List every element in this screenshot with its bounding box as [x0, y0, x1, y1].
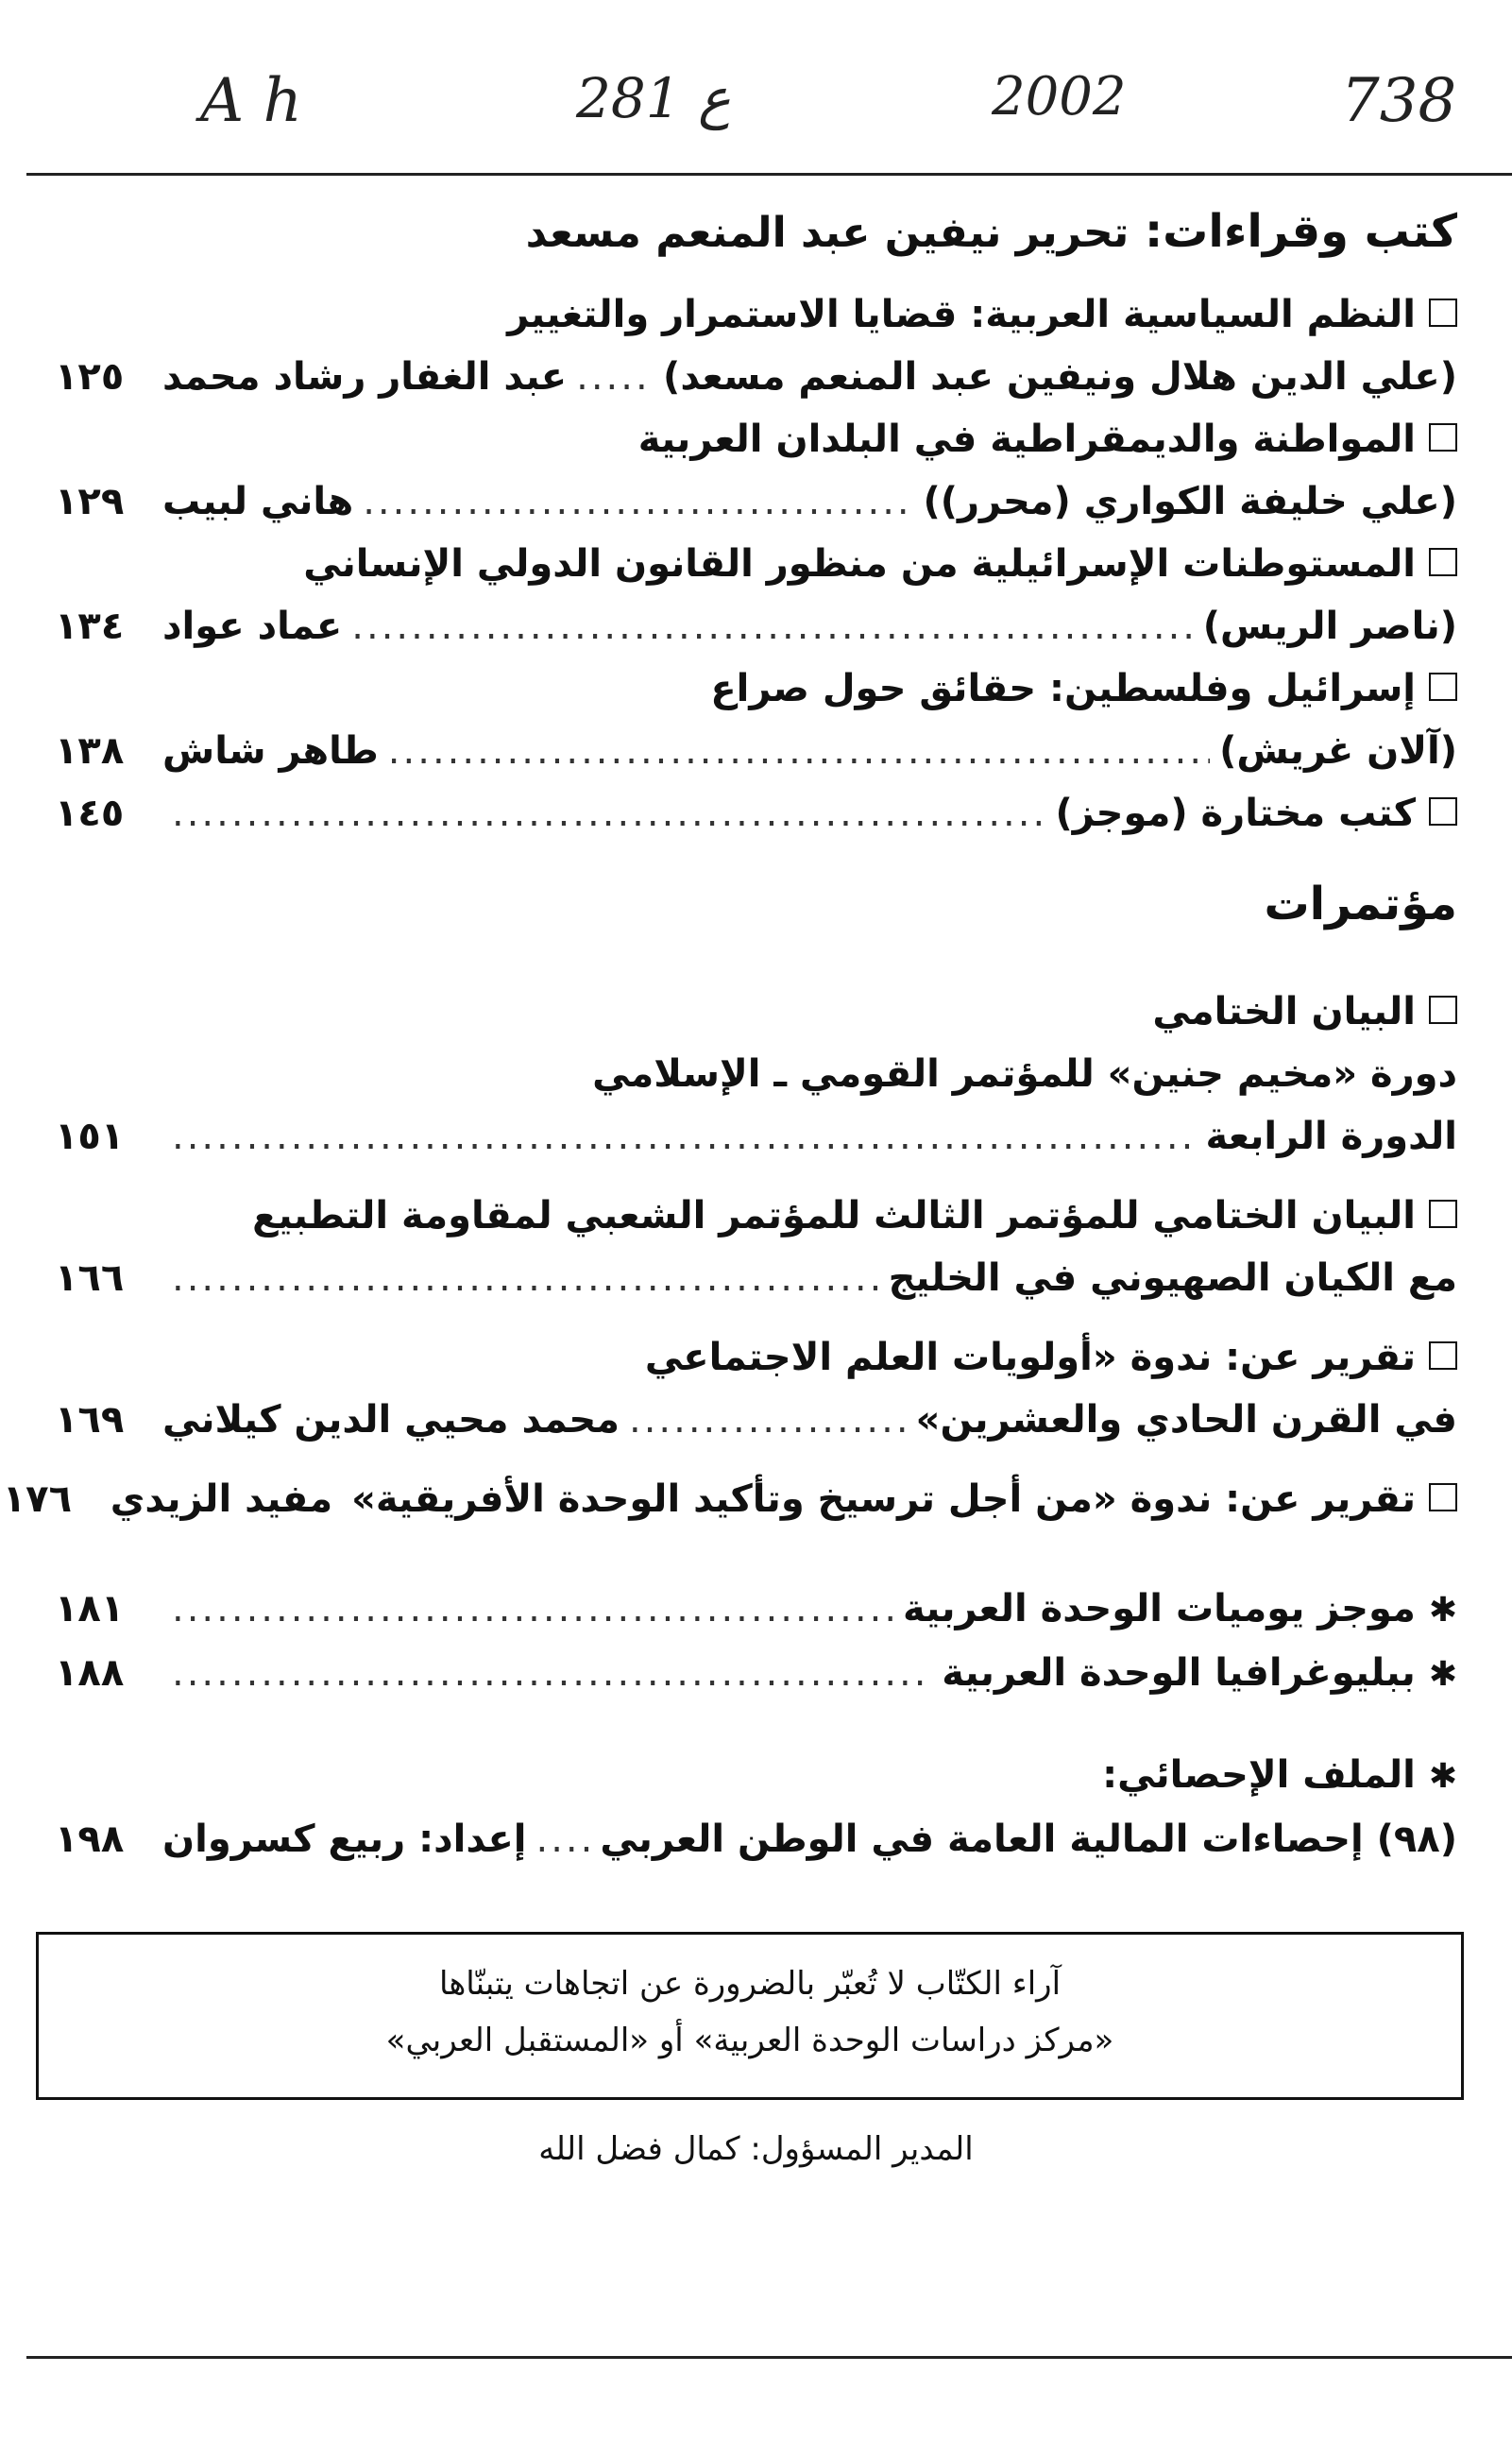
leader-dots: [172, 1105, 1197, 1168]
checkbox-icon: [1429, 423, 1457, 452]
book-3-title: المستوطنات الإسرائيلية من منظور القانون الدولي الإنساني: [303, 542, 1416, 586]
handwritten-mark-number: 738: [1341, 66, 1457, 136]
book-3-reviewer: عماد عواد: [162, 605, 343, 648]
checkbox-icon: [1429, 996, 1457, 1024]
leader-dots: [172, 1642, 932, 1704]
bibliography-page: ١٨٨: [55, 1651, 125, 1695]
conf-3-author: محمد محيي الدين كيلاني: [162, 1398, 620, 1442]
leader-dots: [363, 470, 913, 533]
asterisk-icon: ✱: [1428, 1655, 1457, 1694]
conf-1-line3: الدورة الرابعة: [1205, 1115, 1457, 1158]
conf-4-title: تقرير عن: ندوة «من أجل ترسيخ وتأكيد الوحدة الأفريقية»: [351, 1477, 1416, 1521]
book-2-reviewer: هاني لبيب: [162, 480, 354, 523]
book-1-source: (علي الدين هلال ونيفين عبد المنعم مسعد): [663, 355, 1457, 399]
leader-dots: [172, 782, 1046, 845]
book-3-page: ١٣٤: [55, 605, 125, 648]
checkbox-icon: [1429, 1200, 1457, 1228]
statistics-entry[interactable]: [55, 1744, 1457, 1870]
book-4-title: إسرائيل وفلسطين: حقائق حول صراع: [710, 667, 1416, 710]
conf-1-line2: دورة «مخيم جنين» للمؤتمر القومي ـ الإسلامي: [592, 1052, 1457, 1096]
books-title: كتب وقراءات:: [1144, 205, 1457, 258]
conference-entry-2[interactable]: [55, 1185, 1457, 1309]
diary-entry[interactable]: [55, 1578, 1457, 1642]
conference-entry-4[interactable]: [2, 1468, 1457, 1530]
book-1-page: ١٢٥: [55, 355, 125, 399]
leader-dots: [351, 595, 1193, 657]
book-entry-brief[interactable]: [55, 782, 1457, 845]
book-2-source: (علي خليفة الكواري (محرر)): [923, 480, 1457, 523]
leader-dots: [172, 1578, 893, 1640]
checkbox-icon: [1429, 797, 1457, 826]
books-editor: تحرير نيفين عبد المنعم مسعد: [525, 209, 1130, 257]
disclaimer-line-1: آراء الكتّاب لا تُعبّر بالضرورة عن اتجاهات يتبنّاها: [438, 1965, 1062, 2003]
diary-title: موجز يوميات الوحدة العربية: [902, 1587, 1416, 1630]
brief-books-title: كتب مختارة (موجز): [1055, 792, 1416, 835]
leader-dots: [576, 346, 654, 408]
conferences-section: [2, 869, 1457, 1870]
asterisk-icon: ✱: [1428, 1757, 1457, 1796]
book-4-page: ١٣٨: [55, 729, 125, 773]
conf-2-line1: البيان الختامي للمؤتمر الثالث للمؤتمر الشعبي لمقاومة التطبيع: [252, 1194, 1416, 1238]
book-1-title: النظم السياسية العربية: قضايا الاستمرار والتغيير: [507, 293, 1416, 336]
checkbox-icon: [1429, 1483, 1457, 1511]
conference-entry-1[interactable]: [55, 981, 1457, 1168]
conferences-title: مؤتمرات: [1264, 878, 1457, 930]
conf-3-line2: في القرن الحادي والعشرين»: [915, 1398, 1457, 1442]
book-2-title: المواطنة والديمقراطية في البلدان العربية: [637, 418, 1416, 461]
checkbox-icon: [1429, 1341, 1457, 1370]
bottom-rule: [26, 2356, 1512, 2359]
conf-2-line2: مع الكيان الصهيوني في الخليج: [888, 1256, 1457, 1300]
top-rule: [26, 173, 1512, 176]
statistics-title: (٩٨) إحصاءات المالية العامة في الوطن العربي: [600, 1818, 1457, 1861]
checkbox-icon: [1429, 299, 1457, 327]
book-1-reviewer: عبد الغفار رشاد محمد: [162, 355, 568, 399]
handwritten-mark-year: 2002: [992, 66, 1127, 128]
brief-books-page: ١٤٥: [55, 792, 125, 835]
book-4-source: (آلان غريش): [1219, 729, 1457, 773]
conf-2-page: ١٦٦: [55, 1256, 125, 1300]
disclaimer-line-2: «مركز دراسات الوحدة العربية» أو «المستقبل العربي»: [385, 2022, 1114, 2059]
books-section: [55, 196, 1457, 845]
conf-3-page: ١٦٩: [55, 1398, 125, 1442]
book-2-page: ١٢٩: [55, 480, 125, 523]
checkbox-icon: [1429, 673, 1457, 701]
conf-4-author: مفيد الزيدي: [110, 1477, 333, 1521]
book-entry-4[interactable]: [55, 657, 1457, 782]
disclaimer-box: [36, 1932, 1464, 2100]
diary-page: ١٨١: [55, 1587, 125, 1630]
conf-3-line1: تقرير عن: ندوة «أولويات العلم الاجتماعي: [644, 1336, 1416, 1379]
leader-dots: [172, 1247, 879, 1309]
statistics-heading: الملف الإحصائي:: [1102, 1753, 1416, 1797]
checkbox-icon: [1429, 548, 1457, 576]
handwritten-mark-b: 281 ع: [576, 66, 731, 130]
handwritten-mark-a: A h: [200, 66, 302, 136]
asterisk-icon: ✱: [1428, 1591, 1457, 1630]
bibliography-title: ببليوغرافيا الوحدة العربية: [942, 1651, 1416, 1695]
statistics-author: إعداد: ربيع كسروان: [162, 1818, 527, 1861]
book-4-reviewer: طاهر شاش: [162, 729, 379, 773]
statistics-page: ١٩٨: [55, 1818, 125, 1861]
conf-1-line1: البيان الختامي: [1152, 990, 1416, 1033]
books-section-title: [55, 196, 1457, 268]
managing-director: المدير المسؤول: كمال فضل الله: [538, 2130, 974, 2168]
leader-dots: [388, 720, 1210, 782]
conf-4-page: ١٧٦: [2, 1477, 73, 1521]
book-entry-1[interactable]: [55, 283, 1457, 408]
leader-dots: [629, 1389, 907, 1451]
book-entry-2[interactable]: [55, 408, 1457, 533]
book-entry-3[interactable]: [55, 533, 1457, 657]
book-3-source: (ناصر الريس): [1202, 605, 1457, 648]
leader-dots: [536, 1808, 591, 1870]
conference-entry-3[interactable]: [55, 1326, 1457, 1451]
conf-1-page: ١٥١: [55, 1115, 125, 1158]
bibliography-entry[interactable]: [55, 1642, 1457, 1706]
